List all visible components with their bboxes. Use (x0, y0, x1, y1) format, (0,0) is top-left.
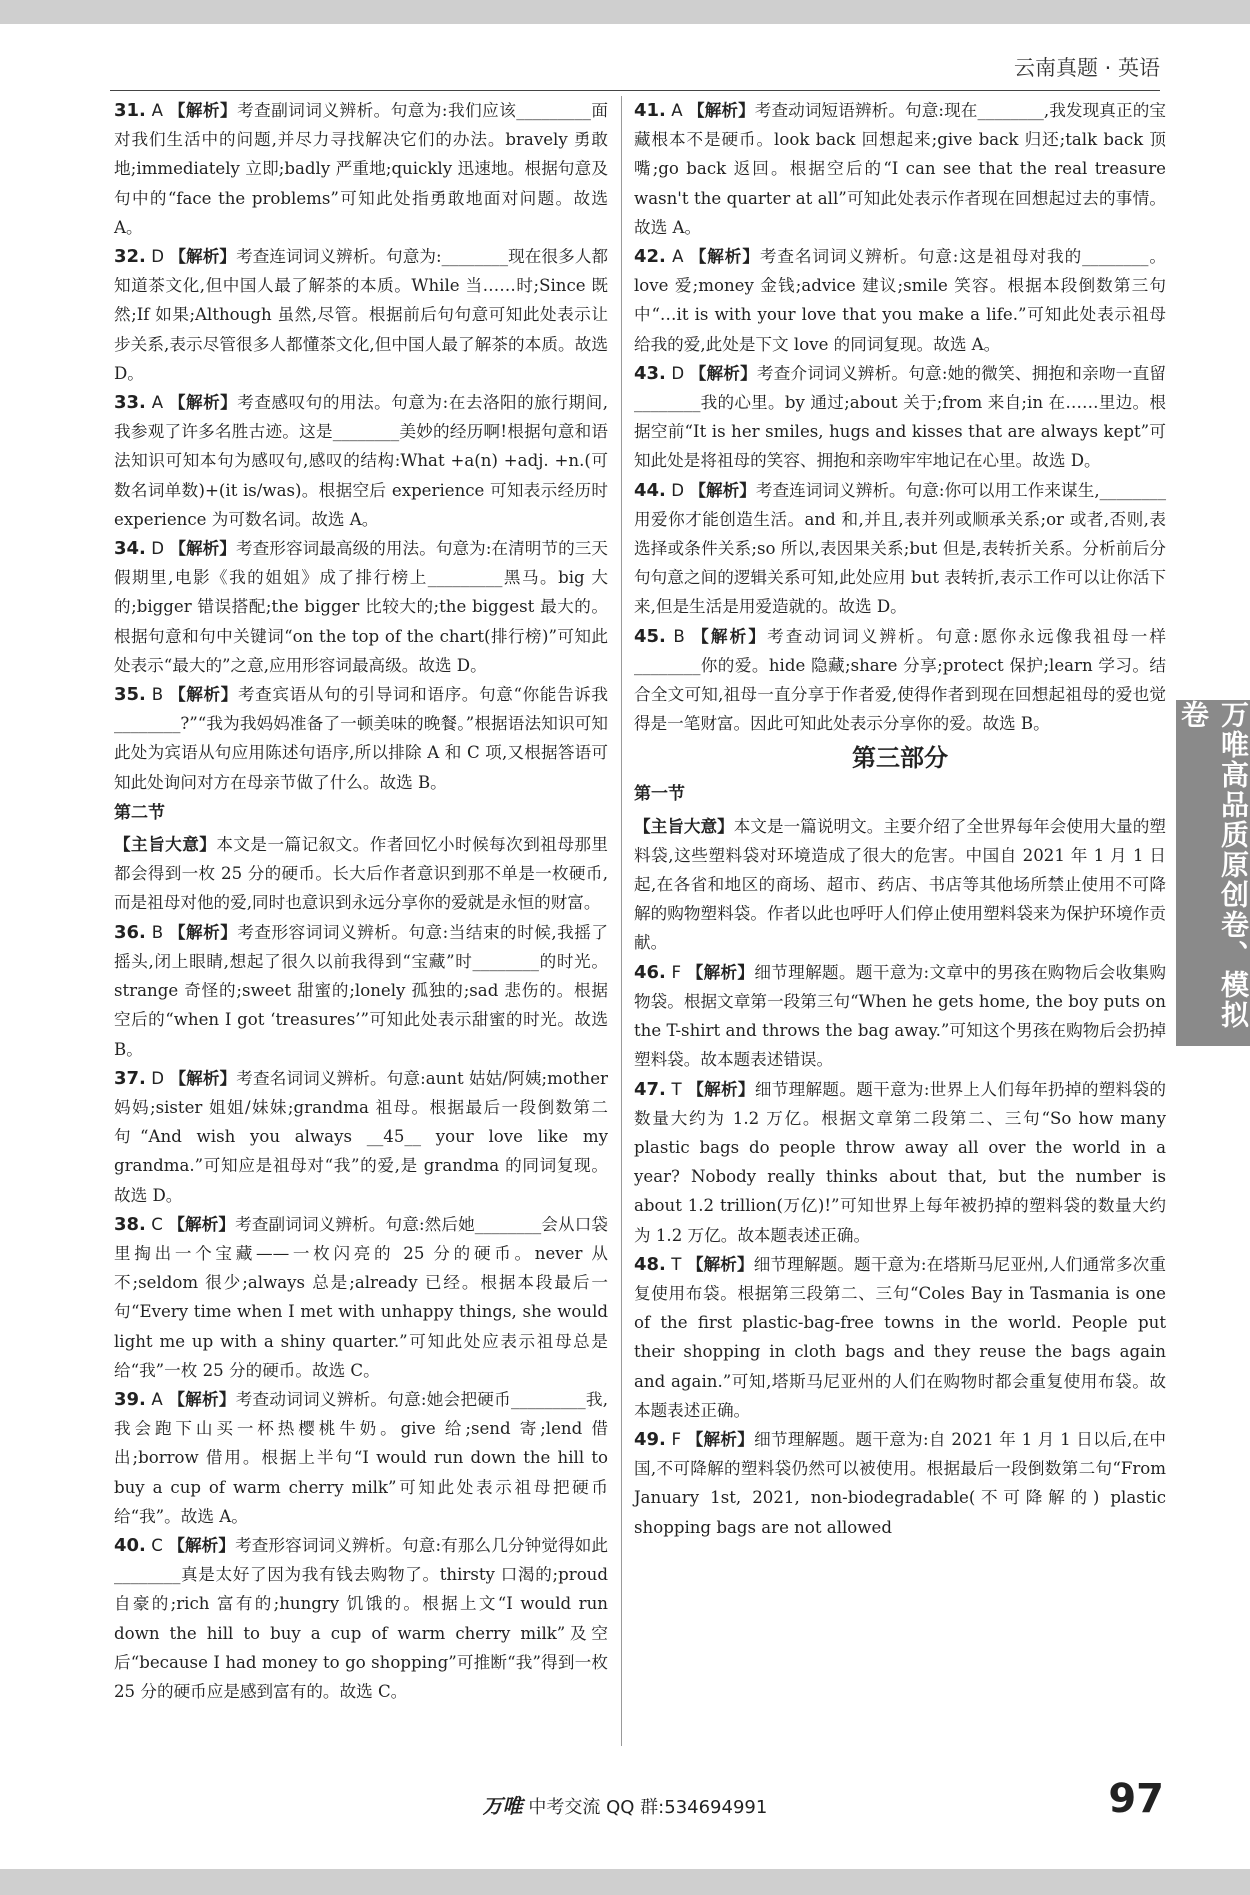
analysis-text: 考查形容词词义辨析。句意:当结束的时候,我摇了摇头,闭上眼睛,想起了很久以前我得到“宝藏”时________的时光。strange 奇怪的;sweet 甜蜜的;lonely 孤独的;sad 悲伤的。根据空后的“when I got ‘treasures’”可知此处表示甜蜜的时光。故选 B。 (114, 922, 608, 1059)
answer-item (114, 242, 608, 388)
analysis-tag: 【解析】 (168, 1535, 236, 1555)
answer-item (114, 96, 608, 242)
answer-item (114, 1531, 608, 1706)
analysis-tag: 【解析】 (689, 363, 757, 383)
answer-item (634, 1075, 1166, 1250)
question-number: 44. (634, 479, 666, 501)
footer-text: 中考交流 QQ 群:534694991 (528, 1797, 768, 1818)
answer-letter: T (671, 1079, 682, 1099)
question-number: 39. (114, 1388, 146, 1410)
question-number: 42. (634, 246, 666, 268)
analysis-text: 考查动词词义辨析。句意:愿你永远像我祖母一样________你的爱。hide 隐藏;share 分享;protect 保护;learn 学习。结合全文可知,祖母一直分享于作者爱,使得作者到现在回想起祖母的爱也觉得是一笔财富。因此可知此处表示分享你的爱。故选 B。 (634, 626, 1167, 734)
analysis-text: 考查介词词义辨析。句意:她的微笑、拥抱和亲吻一直留________我的心里。by 通过;about 关于;from 来自;in 在……里边。根据空前“It is her smiles, hugs and kisses that are always kept”可知此处是将祖母的笑容、拥抱和亲吻牢牢地记在心里。故选 D。 (634, 363, 1166, 471)
analysis-tag: 【解析】 (168, 1389, 236, 1409)
section-heading: 第二节 (114, 802, 165, 823)
analysis-tag: 【解析】 (686, 962, 755, 982)
section-heading: 第一节 (634, 784, 685, 805)
answer-item (114, 534, 608, 680)
question-number: 37. (114, 1067, 146, 1089)
answer-letter: D (671, 480, 684, 500)
analysis-tag: 【解析】 (692, 626, 768, 646)
answer-letter: A (671, 101, 683, 120)
summary-text: 本文是一篇说明文。主要介绍了全世界每年会使用大量的塑料袋,这些塑料袋对环境造成了很大的危害。中国自 2021 年 1 月 1 日起,在各省和地区的商场、超市、药店、书店等其他场所禁止使用不可降解的购物塑料袋。作者以此也呼吁人们停止使用塑料袋来为保护环境作贡献。 (634, 816, 1167, 953)
answer-item (634, 1425, 1166, 1542)
passage-summary (114, 830, 608, 918)
analysis-text: 考查名词词义辨析。句意:aunt 姑姑/阿姨;mother 妈妈;sister 姐姐/妹妹;grandma 祖母。根据最后一段倒数第二句“And wish you always __45__ your love like my grandma.”可知应是祖母对“我”的爱,是 grandma 的同词复现。故选 D。 (114, 1068, 608, 1205)
answer-letter: T (671, 1254, 682, 1274)
analysis-text: 细节理解题。题干意为:世界上人们每年扔掉的塑料袋的数量大约为 1.2 万亿。根据文章第二段第二、三句“So how many plastic bags do people throw away all over the world in a year? Nobody really thinks about that, but the number is about 1.2 trillion(万亿)!”可知世界上每年被扔掉的塑料袋的数量大约为 1.2 万亿。故本题表述正确。 (634, 1079, 1167, 1245)
analysis-text: 考查感叹句的用法。句意为:在去洛阳的旅行期间,我参观了许多名胜古迹。这是________美妙的经历啊!根据句意和语法知识可知本句为感叹句,感叹的结构:What +a(n) +adj. +n.(可数名词单数)+(it is/was)。根据空后 experience 可知表示经历时 experience 为可数名词。故选 A。 (114, 393, 608, 529)
analysis-text: 考查宾语从句的引导词和语序。句意“你能告诉我________?”“我为我妈妈准备了一顿美味的晚餐。”根据语法知识可知此处为宾语从句应用陈述句语序,所以排除 A 和 C 项,又根据答语可知此处询问对方在母亲节做了什么。故选 B。 (114, 685, 609, 792)
passage-summary (634, 812, 1166, 958)
answer-item (634, 476, 1166, 622)
answer-letter: B (151, 685, 164, 705)
answer-letter: D (151, 539, 165, 559)
answer-item (114, 1064, 608, 1210)
analysis-tag: 【解析】 (689, 247, 760, 267)
answer-letter: F (671, 1429, 682, 1449)
column-divider (621, 96, 622, 1746)
side-tab: 万唯高品质原创卷、模拟卷 (1176, 700, 1250, 1046)
analysis-tag: 【解析】 (688, 101, 755, 120)
analysis-tag: 【解析】 (687, 1079, 755, 1099)
analysis-text: 考查副词词义辨析。句意:然后她________会从口袋里掏出一个宝藏——一枚闪亮的 25 分的硬币。never 从不;seldom 很少;always 总是;already 已经。根据本段最后一句“Every time when I met with unhappy things, she would light me up with a shiny quarter.”可知此处应表示祖母总是给“我”一枚 25 分的硬币。故选 C。 (114, 1214, 609, 1380)
part-heading: 第三部分 (852, 744, 948, 773)
question-number: 36. (114, 921, 146, 943)
analysis-text: 细节理解题。题干意为:在塔斯马尼亚州,人们通常多次重复使用布袋。根据第三段第二、三句“Coles Bay in Tasmania is one of the first plastic-bag-free towns in the world. People put their shopping in cloth bags and they reuse the bags again and again.”可知,塔斯马尼亚州的人们在购物时都会重复使用布袋。故本题表述正确。 (634, 1254, 1166, 1420)
analysis-tag: 【解析】 (686, 1429, 755, 1449)
analysis-text: 考查动词短语辨析。句意:现在________,我发现真正的宝藏根本不是硬币。look back 回想起来;give back 归还;talk back 顶嘴;go back 返回。根据空后的“I can see that the real treasure wasn't the quarter at all”可知此处表示作者现在回想起过去的事情。故选 A。 (634, 101, 1166, 237)
answer-letter: A (672, 247, 684, 267)
answer-letter: C (151, 1214, 163, 1234)
analysis-tag: 【解析】 (169, 1068, 237, 1088)
answer-item (114, 918, 608, 1064)
answer-letter: D (151, 1068, 165, 1088)
answer-item (114, 1385, 608, 1531)
answer-letter: A (151, 393, 164, 413)
answer-item (114, 680, 608, 797)
page-number: 97 (1108, 1776, 1164, 1822)
question-number: 43. (634, 362, 666, 384)
analysis-text: 考查连词词义辨析。句意为:________现在很多人都知道茶文化,但中国人最了解茶的本质。While 当……时;Since 既然;If 如果;Although 虽然,尽管。根据前后句句意可知此处表示让步关系,表示尽管很多人都懂茶文化,但中国人最了解茶的本质。故选 D。 (114, 247, 609, 383)
question-number: 33. (114, 392, 146, 414)
answer-letter: A (151, 101, 164, 120)
analysis-text: 考查副词词义辨析。句意为:我们应该_________面对我们生活中的问题,并尽力寻找解决它们的办法。bravely 勇敢地;immediately 立即;badly 严重地;quickly 迅速地。根据句意及句中的“face the problems”可知此处指勇敢地面对问题。故选 A。 (114, 101, 609, 237)
analysis-text: 考查名词词义辨析。句意:这是祖母对我的________。love 爱;money 金钱;advice 建议;smile 笑容。根据本段倒数第三句中“…it is with your love that you make a life.”可知此处表示祖母给我的爱,此处是下文 love 的同词复现。故选 A。 (634, 247, 1167, 354)
analysis-tag: 【解析】 (169, 247, 237, 267)
answer-letter: C (151, 1535, 163, 1555)
question-number: 31. (114, 100, 146, 121)
question-number: 48. (634, 1253, 666, 1275)
analysis-text: 考查形容词词义辨析。句意:有那么几分钟觉得如此________真是太好了因为我有钱去购物了。thirsty 口渴的;proud 自豪的;rich 富有的;hungry 饥饿的。根据上文“I would run down the hill to buy a cup of warm cherry milk”及空后“because I had money to go shopping”可推断“我”得到一枚 25 分的硬币应是感到富有的。故选 C。 (114, 1535, 609, 1701)
analysis-text: 考查形容词最高级的用法。句意为:在清明节的三天假期里,电影《我的姐姐》成了排行榜上_________黑马。big 大的;bigger 错误搭配;the bigger 比较大的;the biggest 最大的。根据句意和句中关键词“on the top of the chart(排行榜)”可知此处表示“最大的”之意,应用形容词最高级。故选 D。 (114, 539, 608, 675)
analysis-tag: 【解析】 (168, 101, 238, 120)
bottom-border (0, 1869, 1250, 1895)
analysis-text: 细节理解题。题干意为:自 2021 年 1 月 1 日以后,在中国,不可降解的塑料袋仍然可以被使用。根据最后一段倒数第二句“From January 1st, 2021, non-biodegradable(不可降解的) plastic shopping bags are not allowed (634, 1429, 1167, 1537)
summary-tag: 【主旨大意】 (114, 835, 217, 855)
summary-text: 本文是一篇记叙文。作者回忆小时候每次到祖母那里都会得到一枚 25 分的硬币。长大后作者意识到那不单是一枚硬币,而是祖母对他的爱,同时也意识到永远分享你的爱就是永恒的财富。 (114, 835, 609, 913)
header-rule (110, 90, 1160, 91)
answer-item (634, 958, 1166, 1075)
question-number: 32. (114, 246, 146, 268)
analysis-tag: 【解析】 (169, 685, 238, 705)
footer-brand: 万唯 (482, 1794, 523, 1818)
analysis-tag: 【解析】 (168, 922, 238, 942)
analysis-text: 细节理解题。题干意为:文章中的男孩在购物后会收集购物袋。根据文章第一段第三句“When he gets home, the boy puts on the T-shirt and throws the bag away.”可知这个男孩在购物后会扔掉塑料袋。故本题表述错误。 (634, 962, 1167, 1070)
answer-item (634, 1250, 1166, 1425)
analysis-text: 考查连词词义辨析。句意:你可以用工作来谋生,________用爱你才能创造生活。and 和,并且,表并列或顺承关系;or 或者,否则,表选择或条件关系;so 所以,表因果关系;but 但是,表转折关系。分析前后分句句意之间的逻辑关系可知,此处应用 but 表转折,表示工作可以让你活下来,但是生活是用爱造就的。故选 D。 (634, 480, 1166, 617)
answer-item (634, 242, 1166, 359)
answer-letter: B (673, 626, 685, 646)
answer-letter: F (671, 962, 682, 982)
analysis-tag: 【解析】 (686, 1254, 754, 1274)
question-number: 40. (114, 1534, 146, 1556)
question-number: 46. (634, 961, 666, 983)
answer-letter: D (151, 247, 165, 267)
running-head: 云南真题 · 英语 (1013, 56, 1160, 80)
analysis-tag: 【解析】 (689, 480, 756, 500)
answer-item (114, 388, 608, 534)
question-number: 34. (114, 538, 146, 560)
question-number: 41. (634, 100, 666, 121)
answer-letter: A (151, 1389, 163, 1409)
question-number: 38. (114, 1213, 146, 1235)
question-number: 47. (634, 1078, 666, 1100)
question-number: 35. (114, 684, 146, 706)
answer-item (634, 359, 1166, 476)
answer-item (634, 96, 1166, 242)
right-column (634, 96, 1166, 1542)
analysis-text: 考查动词词义辨析。句意:她会把硬币_________我,我会跑下山买一杯热樱桃牛奶。give 给;send 寄;lend 借出;borrow 借用。根据上半句“I would run down the hill to buy a cup of warm cherry milk”可知此处表示祖母把硬币给“我”。故选 A。 (114, 1389, 609, 1526)
answer-letter: D (671, 363, 685, 383)
answer-item (634, 622, 1166, 739)
answer-item (114, 1210, 608, 1385)
top-border (0, 0, 1250, 24)
analysis-tag: 【解析】 (168, 393, 238, 413)
answer-letter: B (151, 922, 164, 942)
left-column (114, 96, 608, 1706)
analysis-tag: 【解析】 (169, 539, 236, 559)
analysis-tag: 【解析】 (168, 1214, 236, 1234)
page-footer (0, 1790, 1250, 1819)
question-number: 45. (634, 625, 666, 647)
summary-tag: 【主旨大意】 (634, 816, 734, 836)
question-number: 49. (634, 1428, 666, 1450)
